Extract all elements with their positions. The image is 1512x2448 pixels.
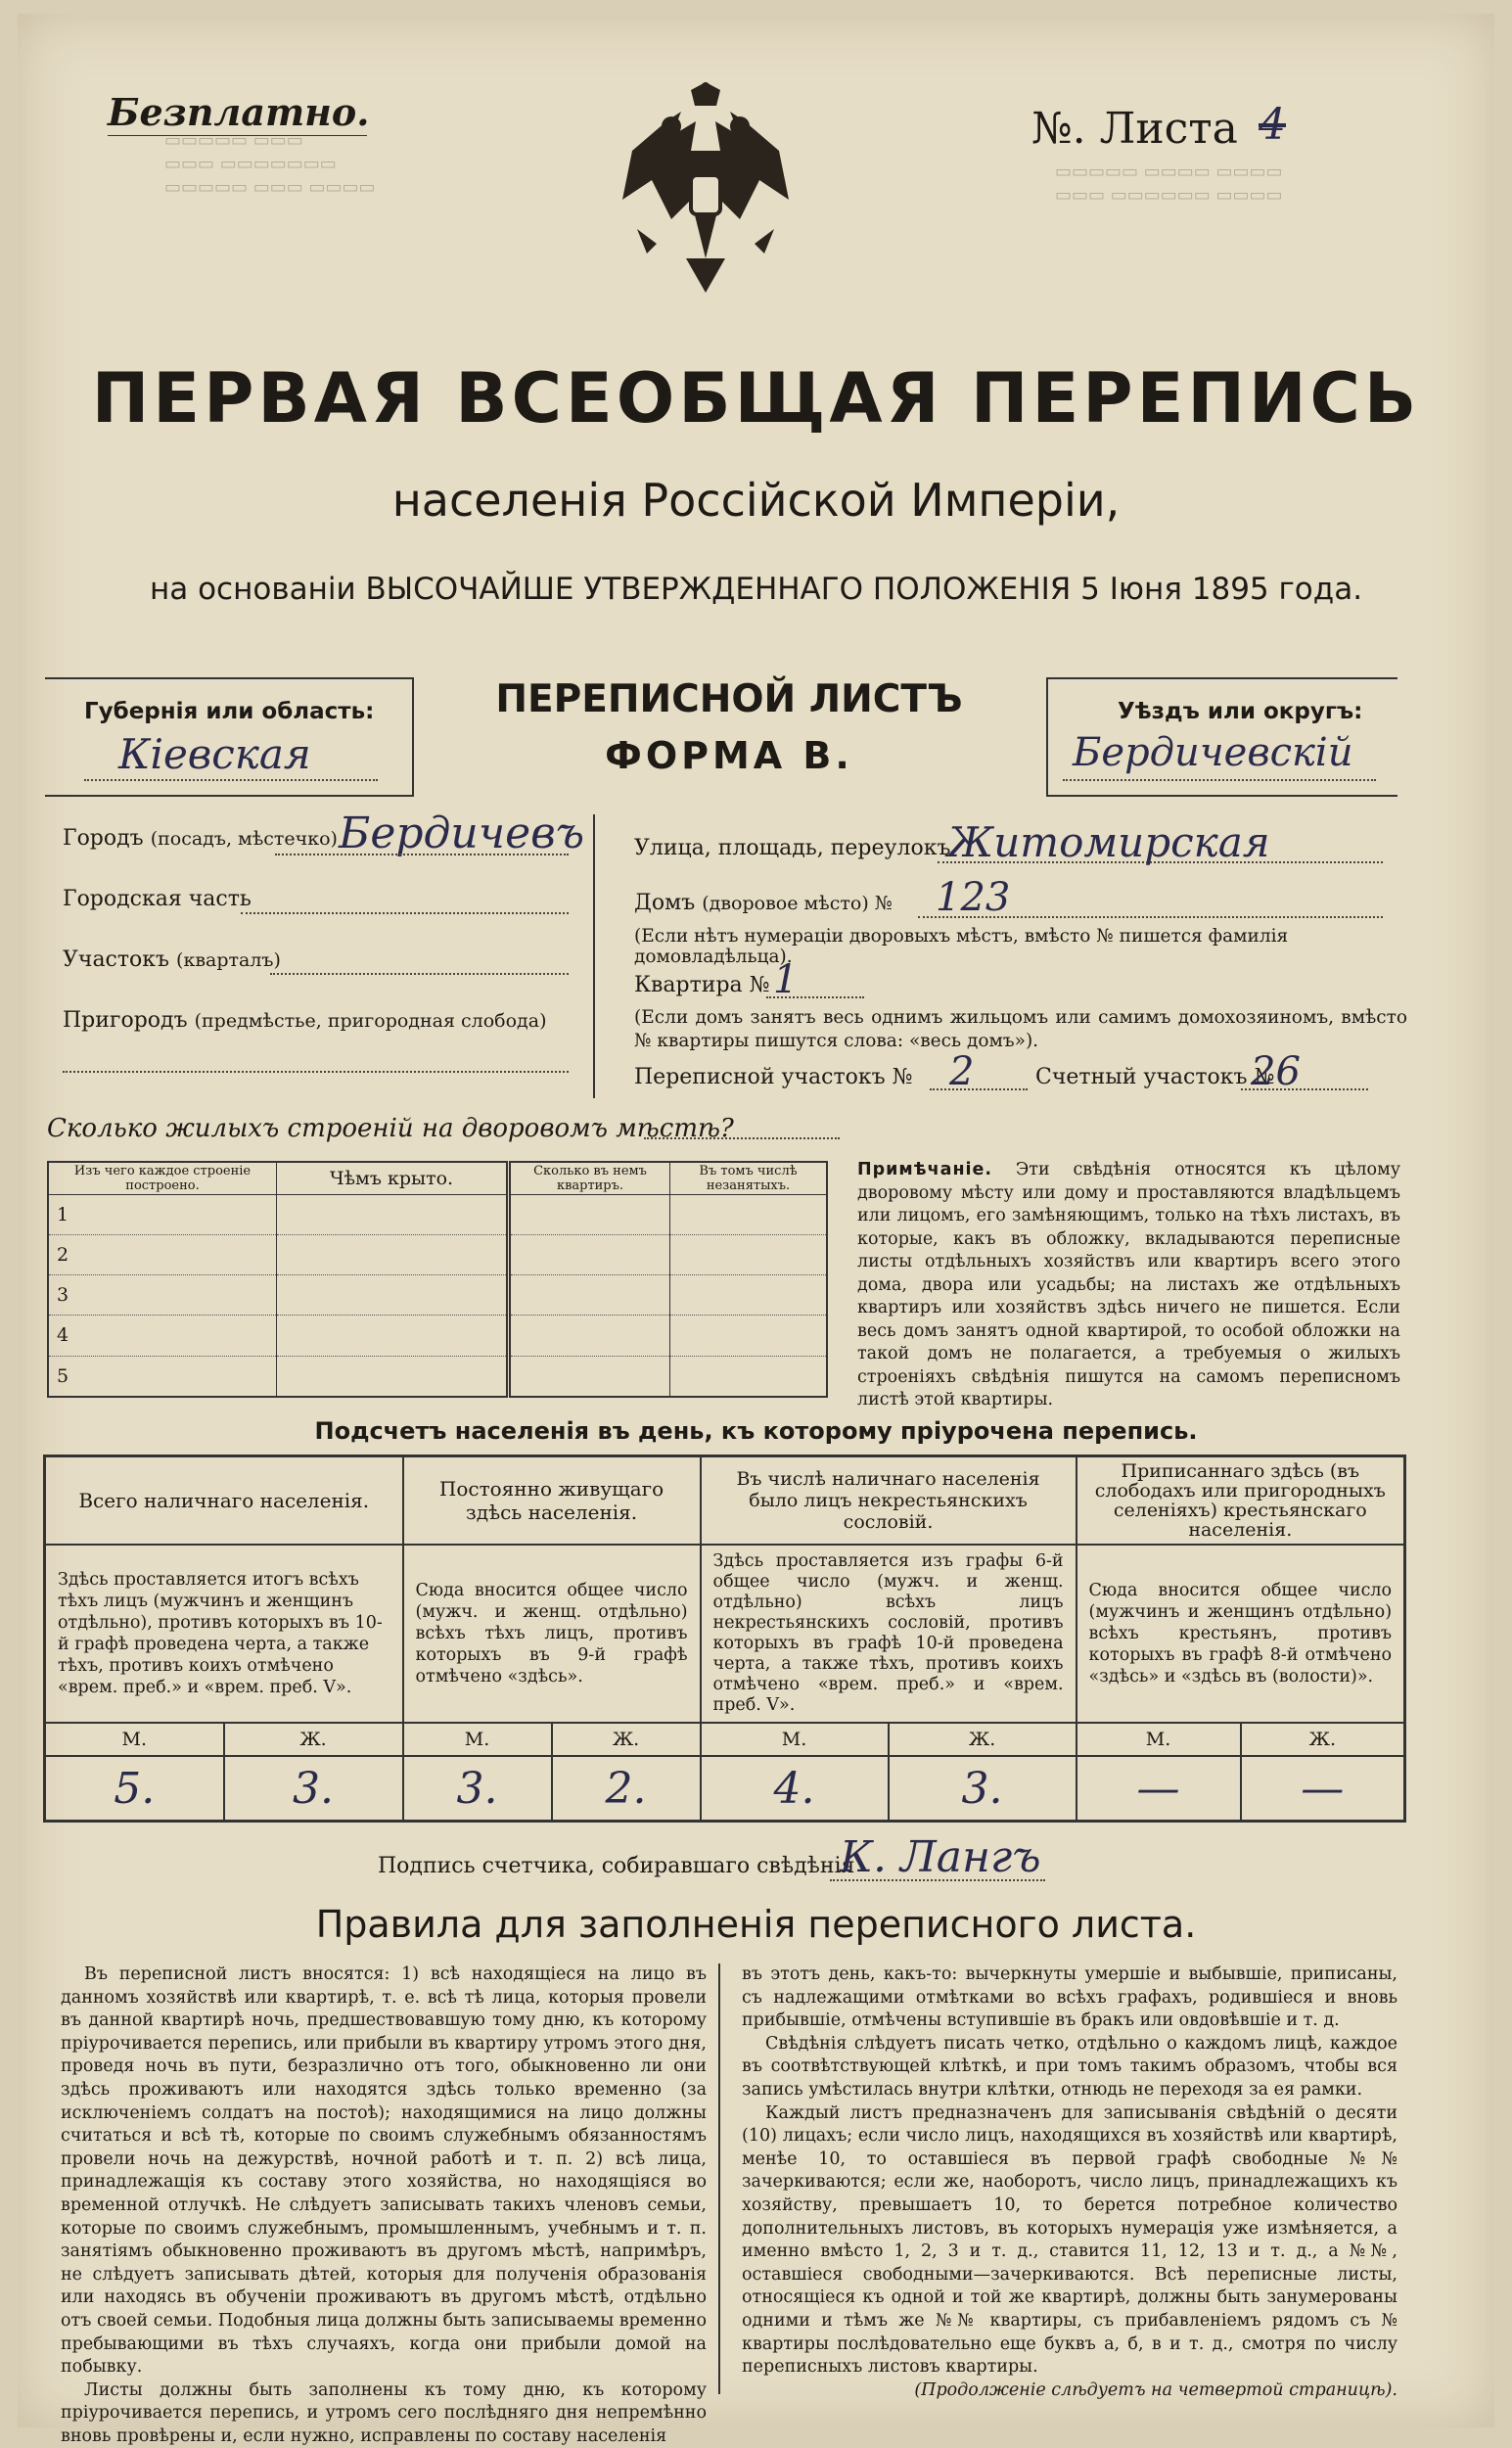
population-head-total: Всего наличнаго населенія. [45,1456,403,1546]
buildings-table [47,1161,828,1398]
form-type: ФОРМА В. [605,734,853,777]
male-header: М. [403,1723,552,1756]
female-header: Ж. [224,1723,403,1756]
nonpeasant-male-value: 4. [701,1756,889,1822]
city-hint: (посадъ, мѣстечко) [150,828,338,850]
double-headed-eagle-icon [613,82,799,298]
buildings-question: Сколько жилыхъ строеній на дворовомъ мѣстѣ? [47,1114,734,1143]
district-label: Городская часть [63,887,252,911]
address-left [45,808,595,1098]
population-desc-permanent: Сюда вносится общее число (мужч. и женщ. отдѣльно) всѣхъ тѣхъ лицъ, противъ которыхъ въ 9-й графѣ отмѣчено «здѣсь». [403,1545,701,1723]
free-label-underline [108,135,367,136]
permanent-male-value: 3. [403,1756,552,1822]
note-label: Примѣчаніе. [857,1160,993,1179]
suburb-label: Пригородъ [63,1008,188,1033]
buildings-row-number: 3 [48,1275,277,1316]
buildings-header-roof: Чѣмъ крыто. [277,1162,509,1195]
bleed-through-text: ▭▭▭▭▭ ▭▭▭ ▭▭▭ ▭▭▭▭▭▭▭ ▭▭▭▭▭ ▭▭▭ ▭▭▭▭ [164,130,376,198]
census-sheet [18,14,1494,2446]
rules-right-column [742,1963,1397,2402]
rules-paragraph: Въ переписной листъ вносятся: 1) всѣ находящіеся на лицо въ данномъ хозяйствѣ или квартирѣ, т. е. всѣ тѣ лица, которыя провели въ данной квартирѣ ночь, предшествовавшую тому дню, къ которому пріурочивается перепись, или прибыли въ квартиру утромъ этого дня, проведя ночь въ пути, безразлично отъ того, обыкновенно ли они здѣсь проживаютъ или находятся здѣсь только временно (за исключеніемъ солдатъ на постоѣ); находящимися на лицо должны считаться и всѣ тѣ, которые по своимъ служебнымъ обязанностямъ провели ночь на дежурствѣ, ночной работѣ и т. п. 2) всѣ лица, принадлежащія къ составу этого хозяйства, но находящіяся во временной отлучкѣ. Не слѣдуетъ записывать такихъ членовъ семьи, которые по своимъ служебнымъ, промышленнымъ, учебнымъ и т. п. занятіямъ обыкновенно проживаютъ въ другомъ мѣстѣ, напримѣръ, не слѣдуетъ записывать дѣтей, которыя для полученія образованія или находясь въ обученіи проживаютъ въ другомъ мѣстѣ, отдѣльно отъ своей семьи. Подобныя лица должны быть записываемы временно пребывающими въ тѣхъ случаяхъ, когда они прибыли домой на побывку. [61,1964,707,2378]
legal-basis: на основаніи ВЫСОЧАЙШЕ УТВЕРЖДЕННАГО ПОЛОЖЕНІЯ 5 Іюня 1895 года. [149,572,1363,607]
uezd-value: Бердичевскій [1073,730,1353,775]
count-area-value: 26 [1251,1049,1301,1094]
rules-paragraph: Свѣдѣнія слѣдуетъ писать четко, отдѣльно о каждомъ лицѣ, каждое въ соотвѣтствующей клѣткѣ, и при томъ такимъ образомъ, чтобы вся запись умѣстилась внутри клѣтки, отнюдь не переходя за ея рамки. [742,2033,1397,2100]
apartment-note: (Если домъ занятъ весь однимъ жильцомъ или самимъ домохозяиномъ, вмѣсто № квартиры пишутся слова: «весь домъ»). [634,1007,1407,1051]
male-header: М. [1077,1723,1241,1756]
buildings-row-number: 5 [48,1356,277,1397]
nonpeasant-female-value: 3. [889,1756,1077,1822]
form-name: ПЕРЕПИСНОЙ ЛИСТЪ [495,677,963,721]
house-note: (Если нѣтъ нумераціи дворовыхъ мѣстъ, вмѣсто № пишется фамилія домовладѣльца). [634,926,1289,967]
population-desc-peasant: Сюда вносится общее число (мужчинъ и женщинъ отдѣльно) всѣхъ крестьянъ, противъ которыхъ въ графѣ 8-й отмѣчено «здѣсь» и «здѣсь въ (волости)». [1077,1545,1405,1723]
population-head-nonpeasant: Въ числѣ наличнаго населенія было лицъ некрестьянскихъ сословій. [701,1456,1077,1546]
street-value: Житомирская [947,818,1270,866]
buildings-row-number: 4 [48,1316,277,1356]
total-female-value: 3. [224,1756,403,1822]
population-table [43,1455,1406,1823]
buildings-row-number: 2 [48,1235,277,1275]
population-desc-nonpeasant: Здѣсь проставляется изъ графы 6-й общее число (мужч. и женщ. отдѣльно) всѣхъ лицъ некрестьянскихъ сословій, противъ которыхъ въ графѣ 10-й проведена черта, а также тѣхъ, противъ коихъ отмѣчено «врем. преб.» и «врем. преб. V». [701,1545,1077,1723]
female-header: Ж. [889,1723,1077,1756]
rules-continued: (Продолженіе слѣдуетъ на четвертой страницѣ). [914,2379,1397,2400]
house-value: 123 [936,875,1011,920]
rules-paragraph: Листы должны быть заполнены къ тому дню, къ которому пріурочивается перепись, и утромъ сего послѣдняго дня непремѣнно вновь провѣрены и, если нужно, исправлены по составу населенія [61,2379,707,2446]
female-header: Ж. [552,1723,701,1756]
section-hint: (кварталъ) [176,949,281,971]
free-label: Безплатно. [108,90,370,134]
male-header: М. [701,1723,889,1756]
population-head-peasant: Приписаннаго здѣсь (въ слободахъ или пригородныхъ селеніяхъ) крестьянскаго населенія. [1077,1456,1405,1546]
population-head-permanent: Постоянно живущаго здѣсь населенія. [403,1456,701,1546]
permanent-female-value: 2. [552,1756,701,1822]
bleed-through-text: ▭▭▭▭▭ ▭▭▭▭ ▭▭▭▭ ▭▭▭ ▭▭▭▭▭▭ ▭▭▭▭ [1055,162,1283,206]
house-hint: (дворовое мѣсто) № [702,893,893,914]
total-male-value: 5. [45,1756,224,1822]
rules-left-column [61,1963,707,2448]
population-desc-total: Здѣсь проставляется итогъ всѣхъ тѣхъ лицъ (мужчинъ и женщинъ отдѣльно), противъ которыхъ въ 10-й графѣ проведена черта, а также тѣхъ, противъ коихъ отмѣчено «врем. преб.» и «врем. преб. V». [45,1545,403,1723]
city-label: Городъ [63,826,144,851]
male-header: М. [45,1723,224,1756]
signature-value: К. Лангъ [840,1832,1041,1882]
main-title: ПЕРВАЯ ВСЕОБЩАЯ ПЕРЕПИСЬ [91,358,1421,439]
gubernia-label: Губернія или область: [84,699,375,724]
signature-label: Подпись счетчика, собиравшаго свѣдѣнія [378,1854,855,1878]
census-area-label: Переписной участокъ № [634,1065,913,1089]
apartment-value: 1 [773,957,799,1002]
peasant-male-value: — [1077,1756,1241,1822]
census-area-value: 2 [949,1049,975,1094]
house-label: Домъ [634,891,696,915]
suburb-hint: (предмѣстье, пригородная слобода) [194,1010,547,1032]
rules-divider [718,1963,720,2394]
rules-title: Правила для заполненія переписного листа. [315,1903,1197,1946]
street-label: Улица, площадь, переулокъ [634,836,951,860]
peasant-female-value: — [1241,1756,1405,1822]
female-header: Ж. [1241,1723,1405,1756]
note-text: Эти свѣдѣнія относятся къ цѣлому дворовому мѣсту или дому и проставляются владѣльцемъ или лицомъ, его замѣняющимъ, только на тѣхъ листахъ, въ которые, какъ въ обложку, вкладываются переписные листы отдѣльныхъ хозяйствъ или квартиръ всего этого дома, двора или усадьбы; на листахъ же отдѣльныхъ квартиръ или хозяйствъ здѣсь ничего не пишется. Если весь домъ занятъ одной квартирой, то особой обложки на такой домъ не полагается, а требуемыя о жилыхъ строеніяхъ свѣдѣнія пишутся на самомъ переписномъ листѣ этой квартиры. [857,1160,1400,1409]
city-value: Бердичевъ [339,808,585,858]
count-area-label: Счетный участокъ № [1035,1065,1275,1089]
sheet-number-label: №. Листа [1031,104,1238,154]
uezd-label: Уѣздъ или округъ: [1118,699,1363,724]
subtitle: населенія Россійской Имперіи, [391,474,1121,527]
note-block [857,1159,1400,1412]
section-label: Участокъ [63,947,170,972]
rules-paragraph: въ этотъ день, какъ-то: вычеркнуты умершіе и выбывшіе, приписаны, съ надлежащими отмѣтками во всѣхъ графахъ, родившіеся и вновь прибывшіе, отмѣчены вступившіе въ бракъ или овдовѣвшіе и т. д. [742,1964,1397,2031]
gubernia-value: Кіевская [118,730,311,778]
form-header-block [45,677,1396,793]
buildings-header-material: Изъ чего каждое строеніе построено. [48,1162,277,1195]
address-right [624,814,1407,1108]
rules-paragraph: Каждый листъ предназначенъ для записыванія свѣдѣній о десяти (10) лицахъ; если число лицъ, находящихся въ хозяйствѣ или квартирѣ, менѣе 10, то оставшіеся въ первой графѣ свободные №№ зачеркиваются; если же, наоборотъ, число лицъ, принадлежащихъ къ хозяйству, превышаетъ 10, то берется потребное количество дополнительныхъ листовъ, въ которыхъ нумерація уже измѣняется, а именно вмѣсто 1, 2, 3 и т. д., ставится 11, 12, 13 и т. д., а №№, оставшіеся свободными—зачеркиваются. Всѣ переписные листы, относящіеся къ одной и той же квартирѣ, должны быть занумерованы одними и тѣмъ же №№ квартиры, съ прибавленіемъ рядомъ съ № квартиры послѣдовательно еще буквъ а, б, в и т. д., смотря по числу переписныхъ листовъ квартиры. [742,2102,1397,2378]
population-title: Подсчетъ населенія въ день, къ которому пріурочена перепись. [314,1417,1198,1445]
buildings-row-number: 1 [48,1195,277,1235]
sheet-number-value: 4 [1259,100,1286,150]
apartment-label: Квартира № [634,973,770,997]
buildings-header-apartments: Сколько въ немъ квартиръ. [509,1162,670,1195]
buildings-header-vacant: Въ томъ числѣ незанятыхъ. [670,1162,828,1195]
